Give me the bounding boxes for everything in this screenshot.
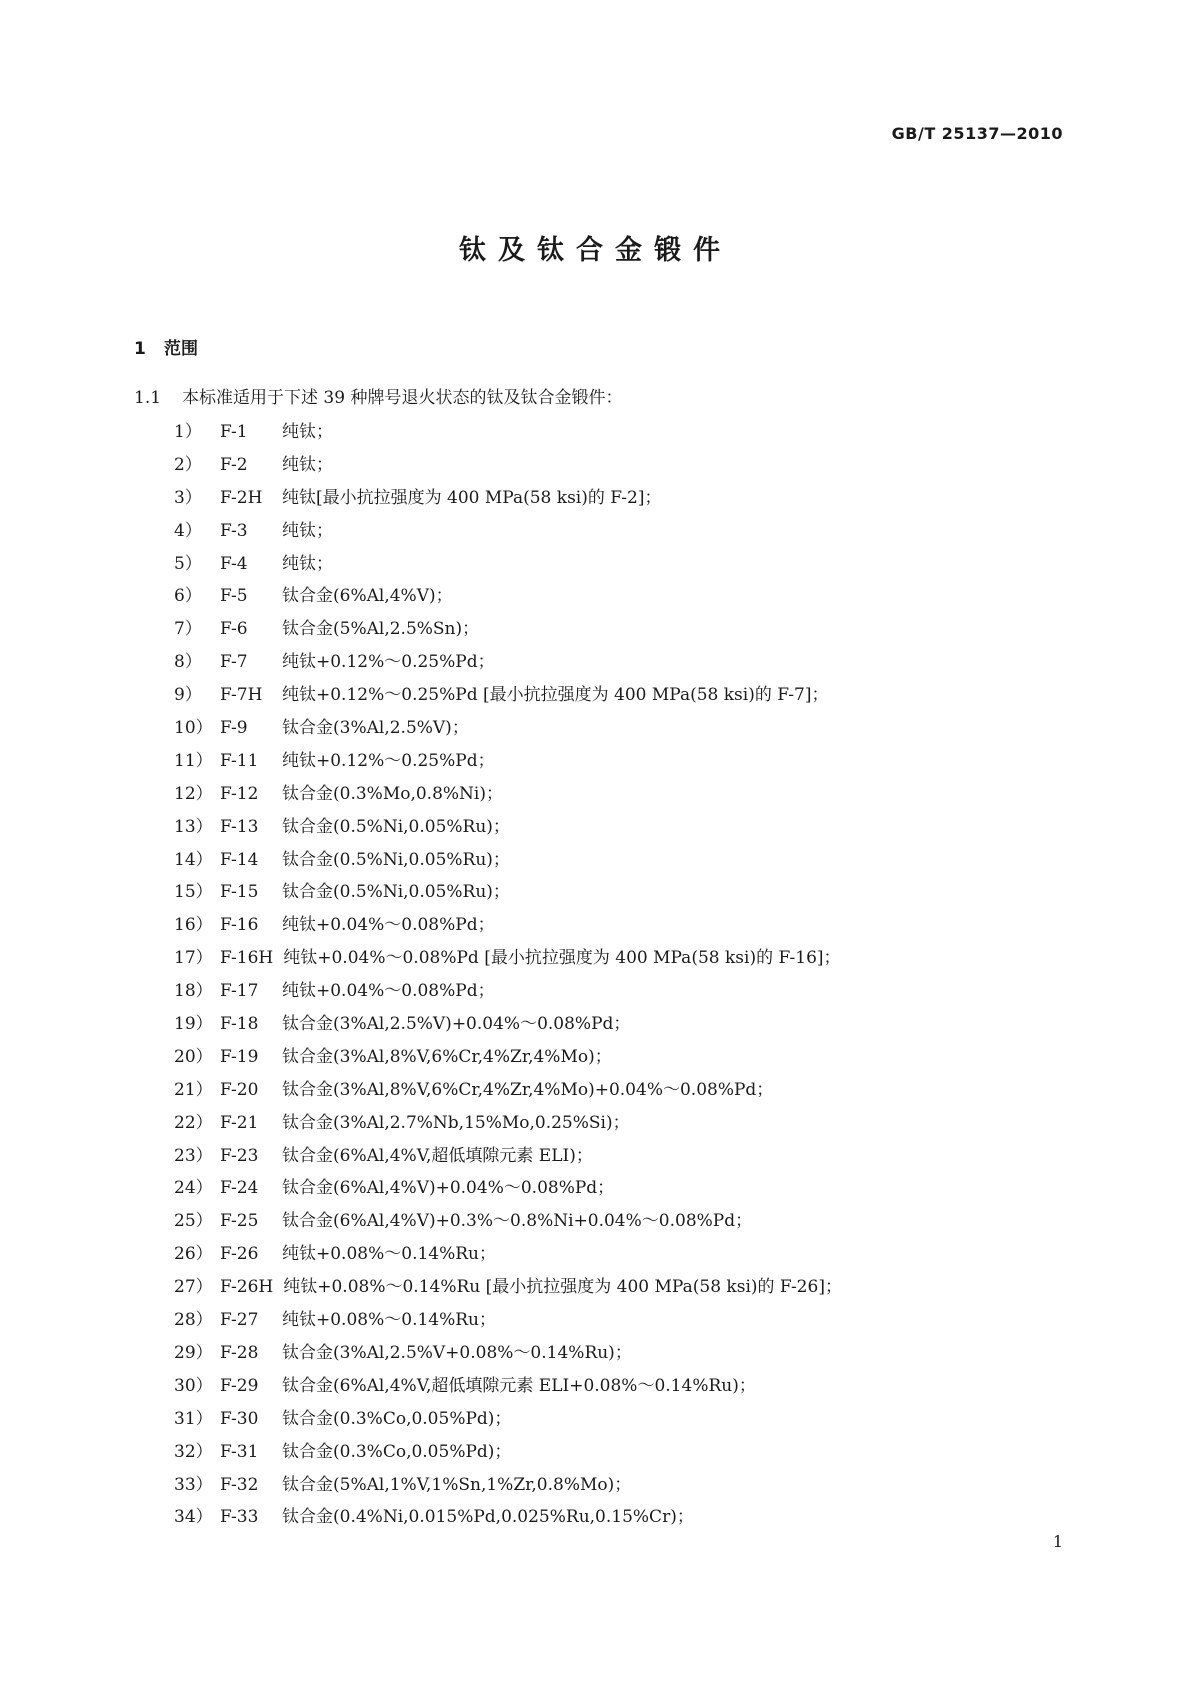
list-item-index: 22） — [174, 1112, 213, 1133]
grade-code: F-12 — [220, 783, 259, 804]
list-item-index: 4） — [174, 520, 202, 541]
grade-code: F-2H — [220, 487, 263, 508]
grade-code: F-18 — [220, 1014, 259, 1035]
grade-description: 纯钛+0.04%～0.08%Pd [最小抗拉强度为 400 MPa(58 ksi)的 F-16]； — [283, 948, 841, 969]
list-item — [174, 646, 842, 679]
grade-description: 钛合金(3%Al,2.5%V)+0.04%～0.08%Pd； — [282, 1014, 631, 1035]
list-item-index: 17） — [174, 948, 213, 969]
grade-description: 纯钛； — [282, 520, 333, 541]
list-item-index: 9） — [174, 685, 202, 706]
list-item — [174, 1074, 842, 1107]
grade-code: F-11 — [220, 750, 259, 771]
list-item-index: 32） — [174, 1441, 213, 1462]
grade-code: F-32 — [220, 1474, 259, 1495]
grade-description: 纯钛+0.04%～0.08%Pd； — [282, 981, 495, 1002]
grade-code: F-4 — [220, 553, 248, 574]
grade-description: 钛合金(0.5%Ni,0.05%Ru)； — [282, 849, 510, 870]
grade-description: 钛合金(6%Al,4%V)+0.3%～0.8%Ni+0.04%～0.08%Pd； — [282, 1211, 753, 1232]
clause-number: 1.1 — [134, 388, 162, 408]
grade-code: F-7H — [220, 685, 263, 706]
list-item — [174, 778, 842, 811]
grade-code: F-26 — [220, 1244, 259, 1265]
list-item-index: 3） — [174, 487, 202, 508]
list-item-index: 34） — [174, 1507, 213, 1528]
page-number: 1 — [1052, 1532, 1063, 1551]
list-item — [174, 1205, 842, 1238]
grade-description: 纯钛； — [282, 553, 333, 574]
grade-code: F-25 — [220, 1211, 259, 1232]
list-item-index: 19） — [174, 1014, 213, 1035]
grade-code: F-14 — [220, 849, 259, 870]
list-item — [174, 712, 842, 745]
grade-code: F-20 — [220, 1079, 259, 1100]
list-item-index: 18） — [174, 981, 213, 1002]
grade-code: F-24 — [220, 1178, 259, 1199]
grade-description: 钛合金(5%Al,1%V,1%Sn,1%Zr,0.8%Mo)； — [282, 1474, 632, 1495]
list-item-index: 12） — [174, 783, 213, 804]
list-item-index: 11） — [174, 750, 213, 771]
grade-description: 纯钛+0.08%～0.14%Ru； — [282, 1244, 497, 1265]
list-item-index: 6） — [174, 586, 202, 607]
list-item-index: 29） — [174, 1342, 213, 1363]
grade-description: 钛合金(3%Al,8%V,6%Cr,4%Zr,4%Mo)； — [282, 1046, 612, 1067]
list-item — [174, 1238, 842, 1271]
grade-code: F-7 — [220, 652, 248, 673]
list-item — [174, 909, 842, 942]
grade-description: 钛合金(0.3%Co,0.05%Pd)； — [282, 1408, 512, 1429]
list-item — [174, 1271, 842, 1304]
grade-description: 钛合金(0.5%Ni,0.05%Ru)； — [282, 882, 510, 903]
grade-description: 钛合金(0.4%Ni,0.015%Pd,0.025%Ru,0.15%Cr)； — [282, 1507, 694, 1528]
list-item — [174, 811, 842, 844]
list-item — [174, 1436, 842, 1469]
list-item-index: 8） — [174, 652, 202, 673]
list-item-index: 20） — [174, 1046, 213, 1067]
section-title: 范围 — [164, 339, 198, 359]
document-title: 钛及钛合金锻件 — [459, 235, 732, 266]
list-item-index: 21） — [174, 1079, 213, 1100]
list-item-index: 25） — [174, 1211, 213, 1232]
grade-code: F-6 — [220, 619, 248, 640]
grade-description: 钛合金(3%Al,2.7%Nb,15%Mo,0.25%Si)； — [282, 1112, 630, 1133]
list-item-index: 27） — [174, 1277, 213, 1298]
list-item — [174, 745, 842, 778]
grade-code: F-23 — [220, 1145, 259, 1166]
list-item — [174, 1370, 842, 1403]
list-item-index: 24） — [174, 1178, 213, 1199]
list-item — [174, 482, 842, 515]
list-item — [174, 1140, 842, 1173]
list-item — [174, 449, 842, 482]
list-item — [174, 1008, 842, 1041]
grade-description: 纯钛+0.08%～0.14%Ru [最小抗拉强度为 400 MPa(58 ksi)的 F-26]； — [283, 1277, 842, 1298]
grade-code: F-3 — [220, 520, 248, 541]
list-item-index: 13） — [174, 816, 213, 837]
grade-description: 钛合金(6%Al,4%V)； — [282, 586, 453, 607]
list-item — [174, 679, 842, 712]
list-item-index: 23） — [174, 1145, 213, 1166]
list-item — [174, 1501, 842, 1534]
clause-text: 本标准适用于下述 39 种牌号退火状态的钛及钛合金锻件： — [182, 388, 623, 408]
list-item-index: 16） — [174, 915, 213, 936]
grade-description: 钛合金(0.3%Co,0.05%Pd)； — [282, 1441, 512, 1462]
list-item — [174, 1172, 842, 1205]
clause-1-1 — [134, 383, 622, 408]
list-item — [174, 844, 842, 877]
grade-code: F-17 — [220, 981, 259, 1002]
grade-code: F-28 — [220, 1342, 259, 1363]
grade-description: 纯钛[最小抗拉强度为 400 MPa(58 ksi)的 F-2]； — [282, 487, 662, 508]
list-item — [174, 548, 842, 581]
grade-code: F-19 — [220, 1046, 259, 1067]
list-item — [174, 975, 842, 1008]
grade-code: F-9 — [220, 718, 248, 739]
list-item — [174, 1107, 842, 1140]
grade-description: 钛合金(3%Al,2.5%V+0.08%～0.14%Ru)； — [282, 1342, 632, 1363]
standard-code: GB/T 25137—2010 — [891, 124, 1063, 143]
grade-code: F-5 — [220, 586, 248, 607]
grade-description: 纯钛+0.04%～0.08%Pd； — [282, 915, 495, 936]
grade-description: 纯钛+0.12%～0.25%Pd； — [282, 750, 495, 771]
grade-list — [174, 416, 842, 1534]
list-item-index: 28） — [174, 1310, 213, 1331]
grade-description: 钛合金(5%Al,2.5%Sn)； — [282, 619, 480, 640]
list-item-index: 31） — [174, 1408, 213, 1429]
grade-description: 钛合金(6%Al,4%V,超低填隙元素 ELI+0.08%～0.14%Ru)； — [282, 1375, 756, 1396]
grade-code: F-31 — [220, 1441, 259, 1462]
list-item — [174, 1469, 842, 1502]
list-item-index: 1） — [174, 422, 202, 442]
list-item-index: 15） — [174, 882, 213, 903]
grade-code: F-16H — [220, 948, 274, 969]
list-item-index: 14） — [174, 849, 213, 870]
grade-description: 纯钛； — [282, 454, 333, 475]
grade-code: F-21 — [220, 1112, 259, 1133]
grade-description: 纯钛； — [282, 422, 333, 442]
grade-description: 钛合金(6%Al,4%V,超低填隙元素 ELI)； — [282, 1145, 593, 1166]
list-item — [174, 613, 842, 646]
list-item-index: 7） — [174, 619, 202, 640]
list-item — [174, 1403, 842, 1436]
list-item — [174, 416, 842, 449]
section-heading — [134, 334, 198, 359]
grade-description: 钛合金(3%Al,8%V,6%Cr,4%Zr,4%Mo)+0.04%～0.08%Pd； — [282, 1079, 774, 1100]
grade-code: F-1 — [220, 422, 248, 442]
grade-code: F-27 — [220, 1310, 259, 1331]
grade-code: F-30 — [220, 1408, 259, 1429]
section-number: 1 — [134, 339, 146, 359]
grade-description: 纯钛+0.12%～0.25%Pd； — [282, 652, 495, 673]
grade-code: F-33 — [220, 1507, 259, 1528]
list-item-index: 10） — [174, 718, 213, 739]
list-item-index: 2） — [174, 454, 202, 475]
grade-code: F-15 — [220, 882, 259, 903]
grade-description: 钛合金(3%Al,2.5%V)； — [282, 718, 469, 739]
list-item — [174, 515, 842, 548]
list-item-index: 26） — [174, 1244, 213, 1265]
grade-code: F-13 — [220, 816, 259, 837]
list-item-index: 30） — [174, 1375, 213, 1396]
grade-code: F-16 — [220, 915, 259, 936]
list-item-index: 5） — [174, 553, 202, 574]
grade-code: F-26H — [220, 1277, 274, 1298]
list-item — [174, 1337, 842, 1370]
list-item — [174, 942, 842, 975]
list-item — [174, 580, 842, 613]
grade-description: 钛合金(0.5%Ni,0.05%Ru)； — [282, 816, 510, 837]
grade-description: 钛合金(6%Al,4%V)+0.04%～0.08%Pd； — [282, 1178, 615, 1199]
list-item — [174, 876, 842, 909]
grade-code: F-29 — [220, 1375, 259, 1396]
grade-description: 纯钛+0.12%～0.25%Pd [最小抗拉强度为 400 MPa(58 ksi)的 F-7]； — [282, 685, 829, 706]
list-item — [174, 1304, 842, 1337]
grade-code: F-2 — [220, 454, 248, 475]
list-item-index: 33） — [174, 1474, 213, 1495]
list-item — [174, 1041, 842, 1074]
grade-description: 钛合金(0.3%Mo,0.8%Ni)； — [282, 783, 503, 804]
grade-description: 纯钛+0.08%～0.14%Ru； — [282, 1310, 497, 1331]
